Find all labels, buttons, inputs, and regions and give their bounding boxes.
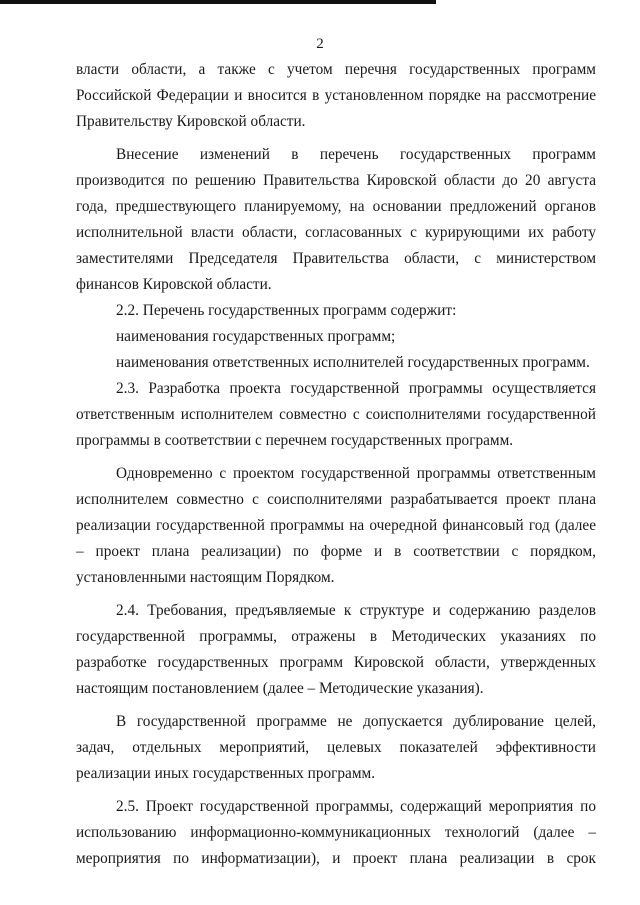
paragraph: 2.3. Разработка проекта государственной программы осуществляется ответственным исполнителем совместно с соисполнителями государственной программы в соответствии с перечнем государственных программ. bbox=[76, 380, 596, 449]
paragraph: В государственной программе не допускается дублирование целей, задач, отдельных мероприятий, целевых показателей эффективности реализации иных государственных программ. bbox=[76, 713, 596, 782]
paragraph: 2.5. Проект государственной программы, содержащий мероприятия по использованию информационно-коммуникационных технологий (далее – мероприятия по информатизации), и проект плана реализации в срок bbox=[76, 798, 596, 867]
paragraph-gap bbox=[76, 702, 596, 709]
page-number: 2 bbox=[316, 36, 324, 52]
paragraph-gap bbox=[76, 135, 596, 142]
scan-edge-bar bbox=[0, 0, 436, 4]
paragraph: 2.4. Требования, предъявляемые к структуре и содержанию разделов государственной программы, отражены в Методических указаниях по разработке государственных программ Кировской области, утвержденных настоящим постановлением (далее – Методические указания). bbox=[76, 602, 596, 697]
paragraph-gap bbox=[76, 787, 596, 794]
paragraph: 2.2. Перечень государственных программ содержит: bbox=[116, 302, 457, 319]
paragraph: наименования ответственных исполнителей государственных программ. bbox=[116, 354, 590, 371]
paragraph: власти области, а также с учетом перечня государственных программ Российской Федерации и вносится в установленном порядке на рассмотрение Правительству Кировской области. bbox=[76, 61, 596, 130]
paragraph-gap bbox=[76, 591, 596, 598]
paragraph: Одновременно с проектом государственной программы ответственным исполнителем совместно с соисполнителями разрабатывается проект плана реализации государственной программы на очередной финансовый год (далее – проект плана реализации) по форме и в соответствии с порядком, установленными настоящим Порядком. bbox=[76, 465, 596, 586]
paragraph-gap bbox=[76, 454, 596, 461]
paragraph: Внесение изменений в перечень государственных программ производится по решению Правительства Кировской области до 20 августа года, предшествующего планируемому, на основании предложений органов исполнительной власти области, согласованных с курирующими их работу заместителями Председателя Правительства области, с министерством финансов Кировской области. bbox=[76, 146, 596, 293]
paragraph: наименования государственных программ; bbox=[116, 328, 396, 345]
document-body bbox=[76, 57, 596, 872]
